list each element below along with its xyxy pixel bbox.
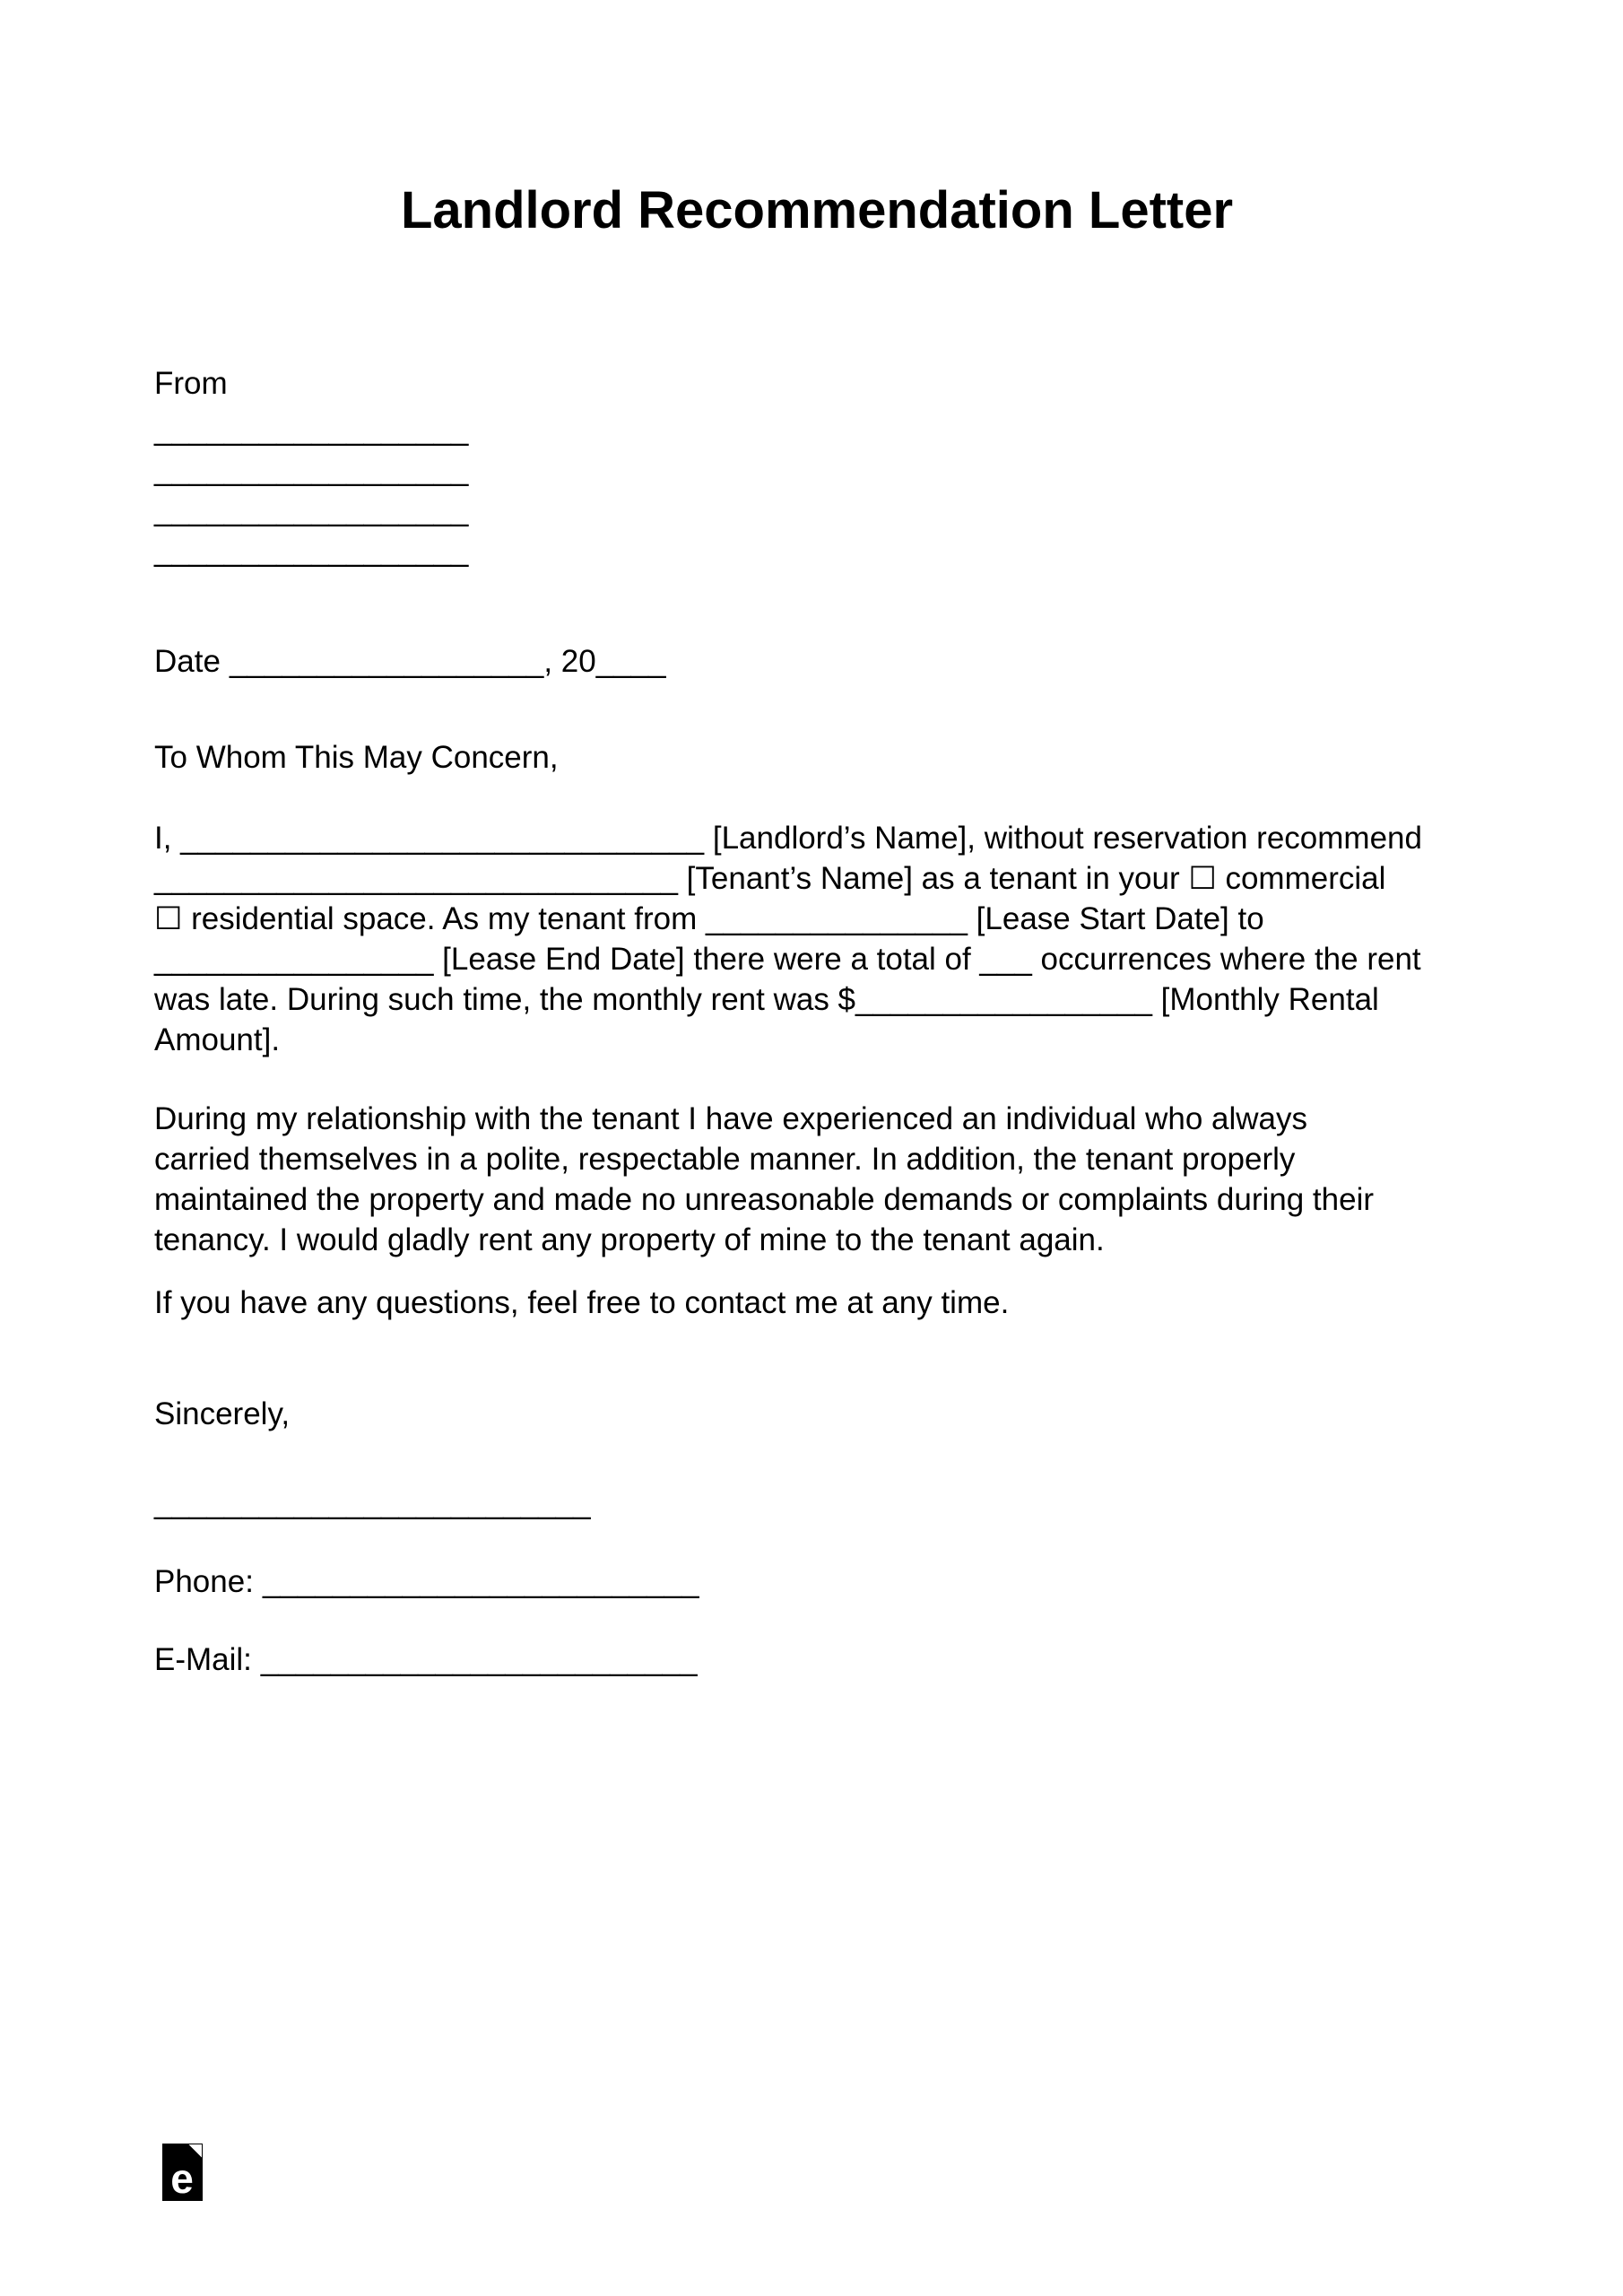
date-label: Date [154, 644, 221, 679]
phone-row [154, 1561, 1480, 1602]
paragraph1-line: ______________________________ [Tenant’s Name] as a tenant in your ☐ commercial [154, 861, 1386, 896]
paragraph2-line: tenancy. I would gladly rent any property of mine to the tenant again. [154, 1222, 1105, 1257]
date-blank: __________________ [229, 644, 544, 679]
date-century-prefix: , 20 [543, 644, 596, 679]
logo-letter: e [170, 2155, 194, 2201]
closing-paragraph: If you have any questions, feel free to contact me at any time. [154, 1285, 1010, 1320]
paragraph1-line: was late. During such time, the monthly rent was $_________________ [Monthly Rental [154, 982, 1379, 1017]
from-blank-line: __________________ [154, 452, 469, 487]
eforms-document-icon [162, 2144, 203, 2201]
salutation: To Whom This May Concern, [154, 740, 559, 775]
paragraph1-line: ________________ [Lease End Date] there were a total of ___ occurrences where the rent [154, 942, 1421, 977]
date-row [154, 641, 1480, 682]
from-block [154, 363, 1480, 570]
phone-blank: _________________________ [262, 1564, 699, 1599]
email-blank: _________________________ [260, 1642, 698, 1677]
phone-label: Phone: [154, 1564, 254, 1599]
from-blank-line: __________________ [154, 492, 469, 527]
paragraph1-line: Amount]. [154, 1022, 281, 1057]
paragraph2-line: During my relationship with the tenant I have experienced an individual who always [154, 1101, 1308, 1136]
paragraph2-line: carried themselves in a polite, respectable manner. In addition, the tenant properly [154, 1142, 1296, 1177]
signature-blank-line: _________________________ [154, 1485, 591, 1520]
paragraph-2 [154, 1099, 1480, 1260]
valediction: Sincerely, [154, 1396, 291, 1431]
date-year-blank: ____ [595, 644, 666, 679]
paragraph1-line: I, ______________________________ [Landlord’s Name], without reservation recommend [154, 821, 1422, 856]
paragraph1-line: ☐ residential space. As my tenant from _______________ [Lease Start Date] to [154, 901, 1264, 936]
from-blank-line: __________________ [154, 533, 469, 568]
from-label: From [154, 366, 228, 401]
paragraph2-line: maintained the property and made no unreasonable demands or complaints during their [154, 1182, 1375, 1217]
email-row [154, 1639, 1480, 1680]
letter-title: Landlord Recommendation Letter [400, 181, 1234, 239]
email-label: E-Mail: [154, 1642, 252, 1677]
paragraph-1 [154, 818, 1480, 1060]
from-blank-line: __________________ [154, 412, 469, 447]
